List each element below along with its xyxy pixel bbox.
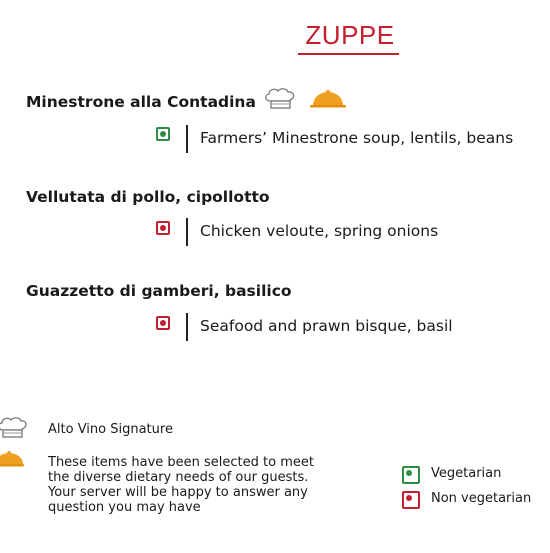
title-underline [298,53,399,55]
description-divider [186,218,188,246]
cloche-icon [308,88,348,114]
section-title: ZUPPE [305,20,395,50]
description-divider [186,313,188,341]
dietary-note-line: Your server will be happy to answer any [48,485,308,500]
nonveg-marker-icon [156,316,170,330]
chef-hat-icon [0,416,28,444]
dish-name: Vellutata di pollo, cipollotto [26,188,270,206]
dish-description: Farmers’ Minestrone soup, lentils, beans [200,129,514,147]
dish-description: Chicken veloute, spring onions [200,222,439,240]
nonveg-marker-icon [156,221,170,235]
dietary-note-line: These items have been selected to meet [48,455,314,470]
dietary-note-line: the diverse dietary needs of our guests. [48,470,309,485]
legend-non-vegetarian: Non vegetarian [431,491,532,506]
chef-hat-icon [262,87,298,115]
dietary-note-line: question you may have [48,500,201,515]
nonveg-legend-icon [402,491,420,509]
dietary-note [48,455,348,515]
veg-marker-icon [156,127,170,141]
dish-description: Seafood and prawn bisque, basil [200,317,453,335]
veg-legend-icon [402,466,420,484]
description-divider [186,125,188,153]
legend-vegetarian: Vegetarian [431,466,502,481]
dish-name: Guazzetto di gamberi, basilico [26,282,292,300]
cloche-icon [0,450,26,472]
dish-name: Minestrone alla Contadina [26,93,256,111]
signature-label: Alto Vino Signature [48,422,173,437]
